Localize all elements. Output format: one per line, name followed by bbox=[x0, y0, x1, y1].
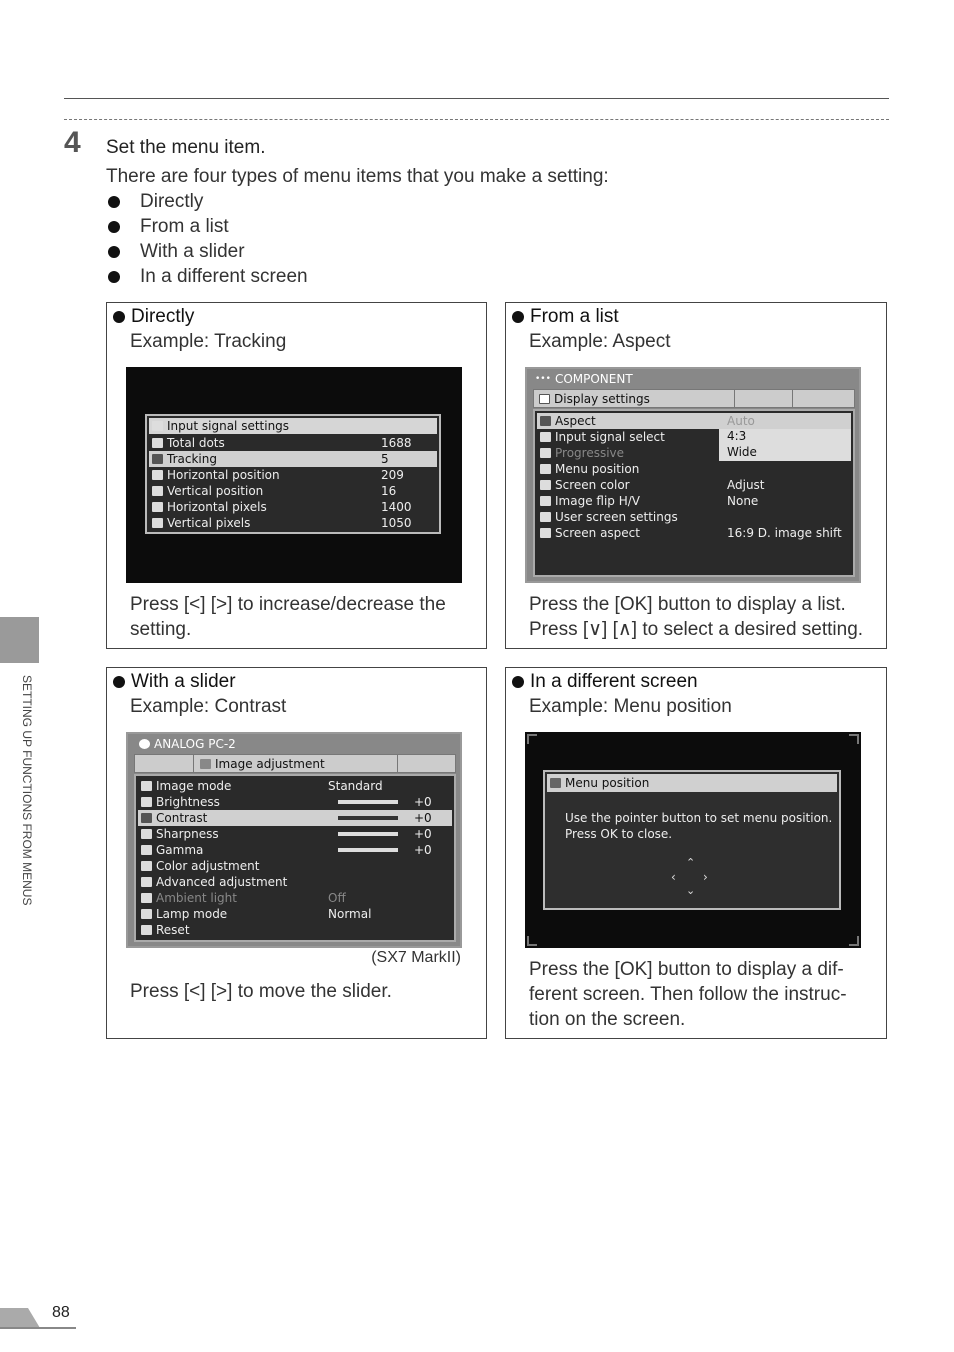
box-example: Example: Tracking bbox=[130, 331, 287, 352]
row-icon bbox=[141, 829, 152, 839]
row-icon bbox=[540, 512, 551, 522]
down-arrow-icon[interactable]: ⌄ bbox=[686, 884, 696, 897]
panel-header: Input signal settings bbox=[149, 418, 437, 434]
row-horizontal-position: Horizontal position 209 bbox=[149, 467, 437, 483]
bullet-icon bbox=[512, 311, 524, 323]
row-reset: Reset bbox=[138, 922, 452, 938]
tab-bar bbox=[134, 754, 456, 773]
row-icon bbox=[152, 502, 163, 512]
row-tracking: Tracking 5 bbox=[149, 451, 437, 467]
source-icon bbox=[139, 739, 150, 749]
tab-divider bbox=[397, 755, 398, 772]
row-screen-color: Screen color Adjust bbox=[537, 477, 851, 493]
row-icon bbox=[141, 877, 152, 887]
tab-image-adjustment: Image adjustment bbox=[197, 756, 397, 772]
row-icon bbox=[141, 893, 152, 903]
row-icon bbox=[540, 464, 551, 474]
corner-mark bbox=[527, 734, 537, 744]
box-title: In a different screen bbox=[512, 671, 698, 693]
bullet-icon bbox=[113, 676, 125, 688]
page-tab bbox=[0, 1308, 40, 1328]
row-icon bbox=[152, 438, 163, 448]
display-icon bbox=[539, 394, 550, 404]
row-icon bbox=[141, 797, 152, 807]
source-bar: ANALOG PC-2 bbox=[136, 736, 458, 752]
box-title: Directly bbox=[113, 306, 194, 328]
row-icon bbox=[152, 486, 163, 496]
corner-mark bbox=[849, 936, 859, 946]
list-item: From a list bbox=[106, 214, 308, 239]
row-input-signal-select: Input signal select 4:3 bbox=[537, 429, 851, 445]
row-menu-position: Menu position bbox=[537, 461, 851, 477]
row-image-mode: Image mode Standard bbox=[138, 778, 452, 794]
dots-icon: ••• bbox=[535, 374, 551, 384]
image-adjustment-panel bbox=[134, 774, 456, 942]
model-caption: (SX7 MarkII) bbox=[371, 949, 461, 966]
bullet-icon bbox=[108, 196, 120, 208]
tab-divider bbox=[792, 390, 793, 407]
bullet-icon bbox=[108, 246, 120, 258]
row-aspect: Aspect Auto bbox=[537, 413, 851, 429]
row-icon bbox=[540, 432, 551, 442]
right-arrow-icon[interactable]: › bbox=[703, 870, 708, 884]
list-item: Directly bbox=[106, 189, 308, 214]
row-icon bbox=[141, 925, 152, 935]
bullet-icon bbox=[108, 271, 120, 283]
tab-divider bbox=[193, 755, 194, 772]
step-title: Set the menu item. bbox=[106, 137, 266, 158]
tab-display-settings: Display settings bbox=[536, 391, 736, 407]
bullet-icon bbox=[108, 221, 120, 233]
row-icon bbox=[141, 861, 152, 871]
row-progressive: Progressive Wide bbox=[537, 445, 851, 461]
brightness-slider[interactable] bbox=[338, 800, 398, 804]
top-rule bbox=[64, 98, 889, 99]
input-signal-panel bbox=[145, 414, 441, 534]
row-vertical-pixels: Vertical pixels 1050 bbox=[149, 515, 437, 531]
row-icon bbox=[152, 470, 163, 480]
corner-mark bbox=[849, 734, 859, 744]
row-contrast: Contrast +0 bbox=[138, 810, 452, 826]
side-tab bbox=[0, 617, 39, 663]
bullet-icon bbox=[113, 311, 125, 323]
row-icon bbox=[152, 518, 163, 528]
row-lamp-mode: Lamp mode Normal bbox=[138, 906, 452, 922]
row-icon bbox=[141, 909, 152, 919]
box-description: Press the [OK] button to display a dif- ferent screen. Then follow the instruc- tion on the screen. bbox=[529, 959, 847, 1030]
different-screen-box bbox=[505, 667, 887, 1039]
left-arrow-icon[interactable]: ‹ bbox=[671, 870, 676, 884]
box-description: Press [<] [>] to increase/decrease the setting. bbox=[130, 594, 446, 640]
page-number: 88 bbox=[52, 1304, 70, 1321]
directly-box bbox=[106, 302, 487, 649]
box-title: From a list bbox=[512, 306, 619, 328]
row-user-screen-settings: User screen settings bbox=[537, 509, 851, 525]
tab-bar bbox=[533, 389, 855, 408]
from-list-box bbox=[505, 302, 887, 649]
row-icon bbox=[540, 416, 551, 426]
row-icon bbox=[152, 454, 163, 464]
page-rule bbox=[0, 1327, 76, 1329]
contrast-screenshot bbox=[126, 732, 462, 948]
row-image-flip: Image flip H/V None bbox=[537, 493, 851, 509]
contrast-slider[interactable] bbox=[338, 816, 398, 820]
side-section-label: SETTING UP FUNCTIONS FROM MENUS bbox=[20, 675, 34, 906]
row-advanced-adjustment: Advanced adjustment bbox=[138, 874, 452, 890]
row-icon bbox=[141, 845, 152, 855]
gamma-slider[interactable] bbox=[338, 848, 398, 852]
list-item: With a slider bbox=[106, 239, 308, 264]
box-description: Press [<] [>] to move the slider. bbox=[130, 981, 392, 1002]
bullet-icon bbox=[512, 676, 524, 688]
row-gamma: Gamma +0 bbox=[138, 842, 452, 858]
list-item: In a different screen bbox=[106, 264, 308, 289]
box-title: With a slider bbox=[113, 671, 236, 693]
dashed-rule bbox=[64, 119, 889, 120]
box-example: Example: Contrast bbox=[130, 696, 287, 717]
step-number: 4 bbox=[64, 126, 81, 159]
row-icon bbox=[540, 448, 551, 458]
corner-mark bbox=[527, 936, 537, 946]
box-example: Example: Menu position bbox=[529, 696, 732, 717]
row-ambient-light: Ambient light Off bbox=[138, 890, 452, 906]
row-color-adjustment: Color adjustment bbox=[138, 858, 452, 874]
sharpness-slider[interactable] bbox=[338, 832, 398, 836]
box-example: Example: Aspect bbox=[529, 331, 671, 352]
menu-icon bbox=[550, 778, 561, 788]
dialog-message: Use the pointer button to set menu position. Press OK to close. bbox=[565, 811, 833, 841]
menu-position-dialog bbox=[543, 770, 841, 910]
slider-box bbox=[106, 667, 487, 1039]
aspect-screenshot bbox=[525, 367, 861, 583]
settings-icon bbox=[152, 421, 163, 431]
step-intro: There are four types of menu items that you make a setting: bbox=[106, 166, 609, 187]
row-icon bbox=[540, 480, 551, 490]
row-icon bbox=[141, 781, 152, 791]
tracking-screenshot bbox=[126, 367, 462, 583]
display-settings-panel bbox=[533, 409, 855, 577]
row-icon bbox=[141, 813, 152, 823]
row-horizontal-pixels: Horizontal pixels 1400 bbox=[149, 499, 437, 515]
row-brightness: Brightness +0 bbox=[138, 794, 452, 810]
row-screen-aspect: Screen aspect 16:9 D. image shift bbox=[537, 525, 851, 541]
up-arrow-icon[interactable]: ⌃ bbox=[686, 856, 696, 869]
tab-divider bbox=[734, 390, 735, 407]
menu-position-screenshot bbox=[525, 732, 861, 948]
image-icon bbox=[200, 759, 211, 769]
row-icon bbox=[540, 496, 551, 506]
box-description: Press the [OK] button to display a list. Press [∨] [∧] to select a desired setting. bbox=[529, 594, 864, 640]
menu-type-list bbox=[106, 189, 308, 289]
row-vertical-position: Vertical position 16 bbox=[149, 483, 437, 499]
row-total-dots: Total dots 1688 bbox=[149, 435, 437, 451]
dialog-header: Menu position bbox=[547, 774, 837, 792]
source-bar: ••• COMPONENT bbox=[535, 372, 633, 386]
row-sharpness: Sharpness +0 bbox=[138, 826, 452, 842]
row-icon bbox=[540, 528, 551, 538]
